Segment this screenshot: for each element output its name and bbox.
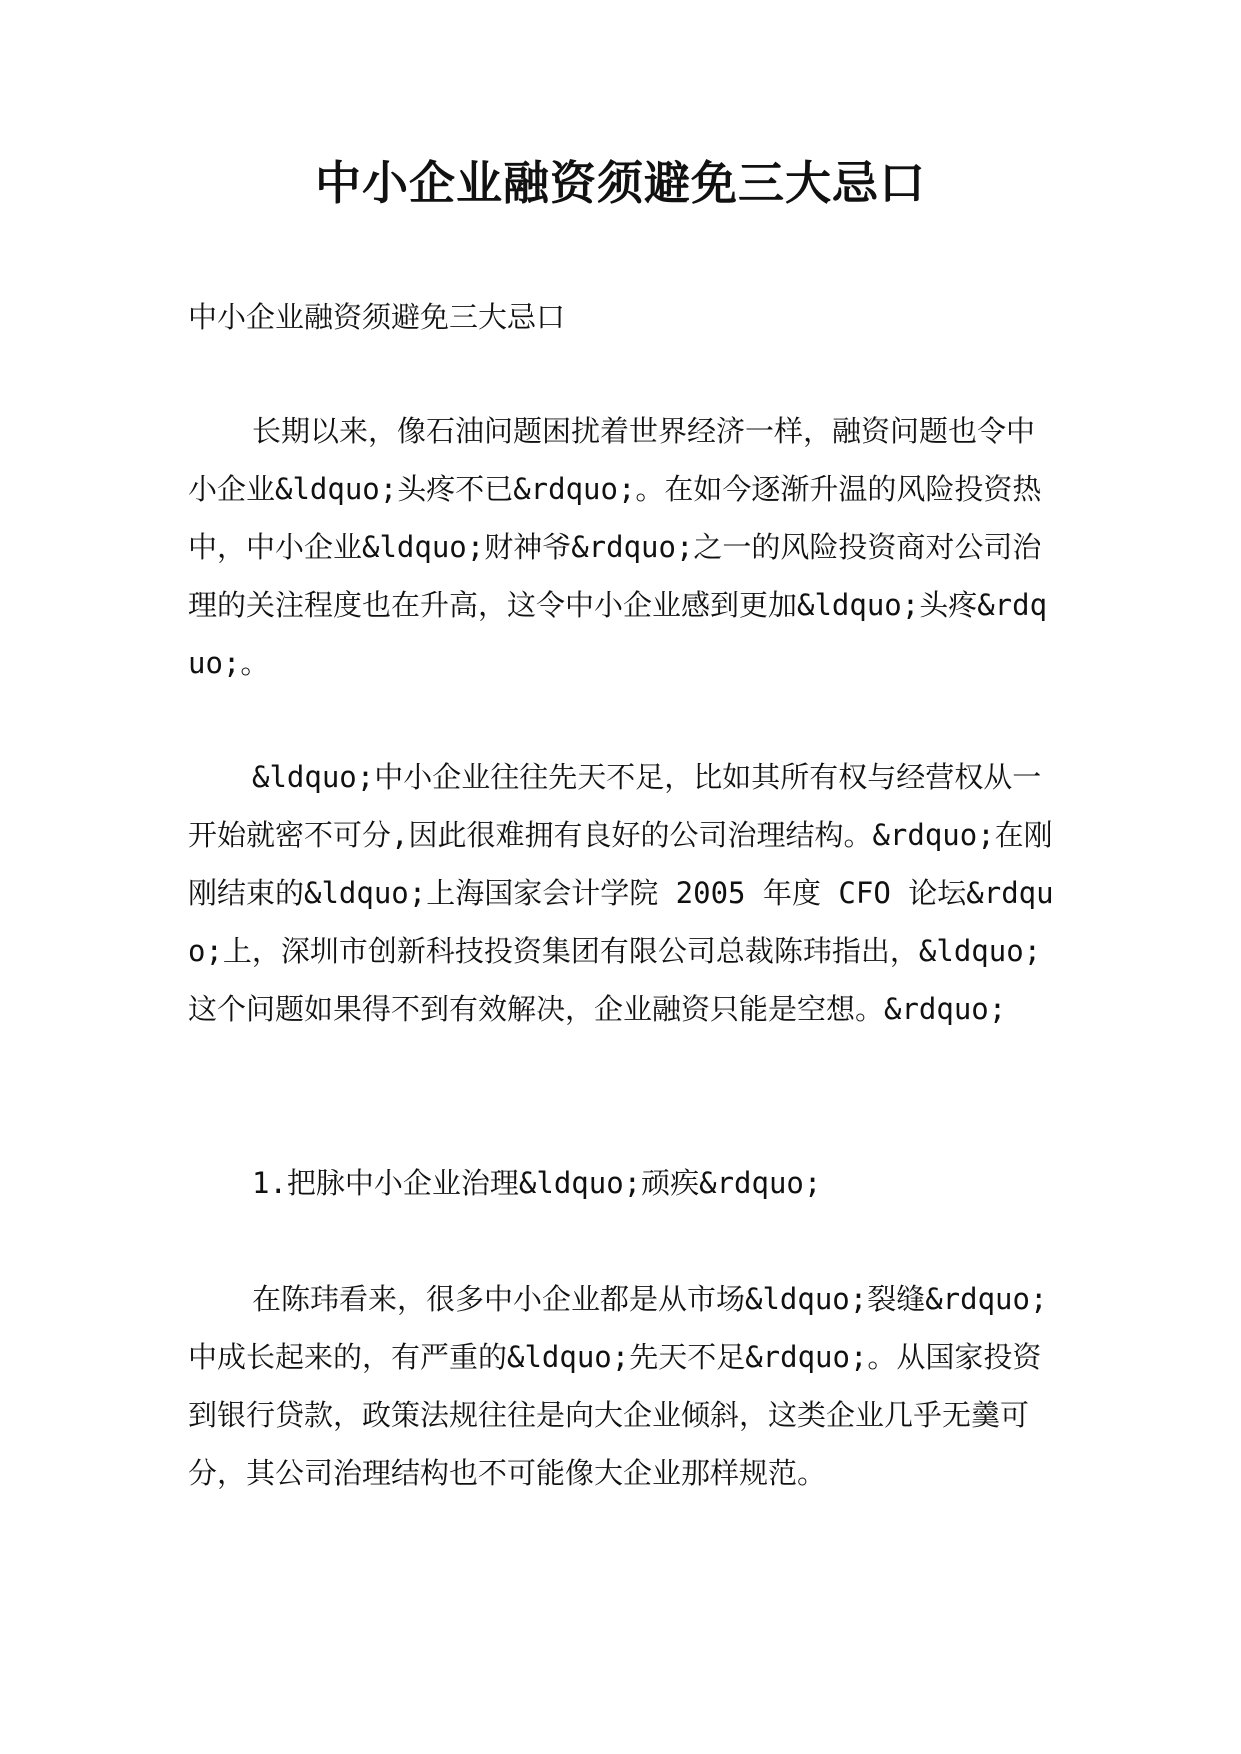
document-subtitle: 中小企业融资须避免三大忌口 (188, 300, 566, 334)
paragraph-quote: &ldquo;中小企业往往先天不足，比如其所有权与经营权从一开始就密不可分,因此很难拥有良好的公司治理结构。&rdquo;在刚刚结束的&ldquo;上海国家会计学院 2005 年度 CFO 论坛&rdquo;上，深圳市创新科技投资集团有限公司总裁陈玮指出，&ldquo;这个问题如果得不到有效解决，企业融资只能是空想。&rdquo; (188, 760, 1054, 1026)
document-title: 中小企业融资须避免三大忌口 (315, 156, 926, 210)
paragraph-intro: 长期以来，像石油问题困扰着世界经济一样，融资问题也令中小企业&ldquo;头疼不已&rdquo;。在如今逐渐升温的风险投资热中，中小企业&ldquo;财神爷&rdquo;之一的风险投资商对公司治理的关注程度也在升高，这令中小企业感到更加&ldquo;头疼&rdquo;。 (188, 414, 1048, 680)
section-heading: 1.把脉中小企业治理&ldquo;顽疾&rdquo; (252, 1166, 822, 1200)
paragraph-analysis: 在陈玮看来，很多中小企业都是从市场&ldquo;裂缝&rdquo;中成长起来的，有严重的&ldquo;先天不足&rdquo;。从国家投资到银行贷款，政策法规往往是向大企业倾斜，这类企业几乎无羹可分，其公司治理结构也不可能像大企业那样规范。 (188, 1282, 1048, 1490)
